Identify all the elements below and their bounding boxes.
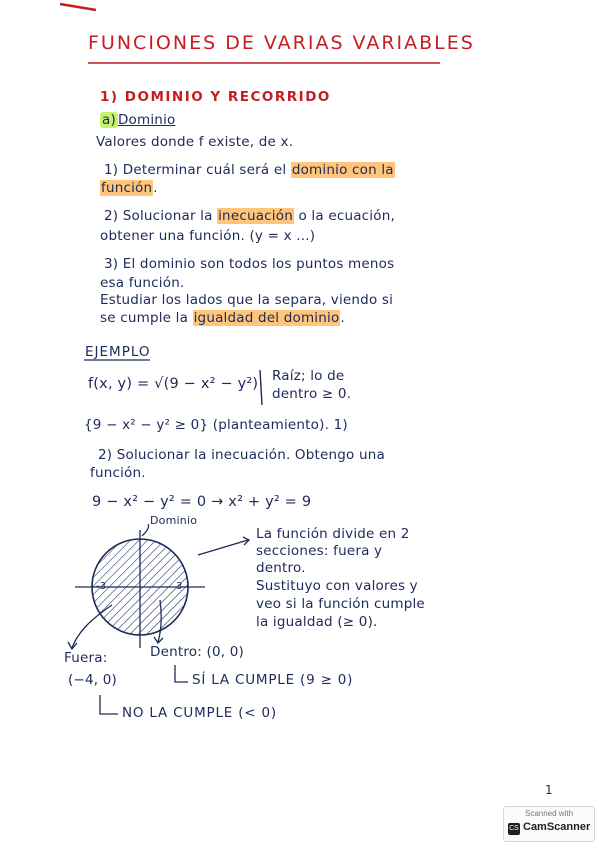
page-title: FUNCIONES DE VARIAS VARIABLES bbox=[88, 32, 475, 54]
intro-text: Valores donde f existe, de x. bbox=[96, 134, 294, 150]
example-step-2-line-1: 2) Solucionar la inecuación. Obtengo una bbox=[98, 447, 385, 463]
step-2-pre: 2) Solucionar la bbox=[104, 208, 218, 224]
step-2-highlight: inecuación bbox=[218, 208, 293, 224]
step-1-line-2 bbox=[100, 180, 158, 196]
camscanner-logo-icon: CS bbox=[508, 823, 520, 835]
no-cumple-text: NO LA CUMPLE (< 0) bbox=[122, 705, 277, 721]
subheading bbox=[100, 112, 175, 128]
step-1-line-1 bbox=[104, 162, 395, 178]
axis-label-left: -3 bbox=[96, 581, 107, 592]
step-3-line-1: 3) El dominio son todos los puntos menos bbox=[104, 256, 395, 272]
si-cumple-text: SÍ LA CUMPLE (9 ≥ 0) bbox=[192, 672, 354, 688]
example-inequality: {9 − x² − y² ≥ 0} (planteamiento). 1) bbox=[84, 417, 348, 433]
camscanner-name: CamScanner bbox=[523, 821, 591, 833]
example-equation: 9 − x² − y² = 0 → x² + y² = 9 bbox=[92, 494, 312, 510]
scanned-with-text: Scanned with bbox=[524, 809, 574, 818]
annotation-line-3: dentro. bbox=[256, 560, 306, 576]
subheading-label: Dominio bbox=[117, 112, 176, 128]
domain-label: Dominio bbox=[150, 514, 198, 527]
step-3-line-4-post: . bbox=[340, 310, 345, 326]
annotation-line-6: la igualdad (≥ 0). bbox=[256, 614, 378, 630]
annotation-line-5: veo si la función cumple bbox=[256, 596, 425, 612]
step-3-line-2: esa función. bbox=[100, 275, 185, 291]
annotation-line-4: Sustituyo con valores y bbox=[256, 578, 418, 594]
step-2-line-2: obtener una función. (y = x ...) bbox=[100, 228, 316, 244]
no-cumple-hook bbox=[100, 695, 118, 714]
axis-label-right: 3 bbox=[176, 581, 183, 592]
step-1-post: . bbox=[153, 180, 158, 196]
function-brace bbox=[260, 370, 262, 405]
annotation-line-2: secciones: fuera y bbox=[256, 543, 383, 559]
domain-pointer-arrow bbox=[142, 524, 149, 536]
step-3-highlight: igualdad del dominio bbox=[193, 310, 340, 326]
step-2-line-1 bbox=[104, 208, 395, 224]
step-3-line-4 bbox=[100, 310, 345, 326]
step-2-mid: o la ecuación, bbox=[293, 208, 395, 224]
example-function: f(x, y) = √(9 − x² − y²) bbox=[88, 376, 259, 392]
section-heading: 1) DOMINIO Y RECORRIDO bbox=[100, 89, 331, 105]
annotation-line-1: La función divide en 2 bbox=[256, 526, 410, 542]
fuera-label: Fuera: bbox=[64, 650, 108, 666]
step-1-highlight-2: función bbox=[101, 180, 153, 196]
annotation-arrow bbox=[198, 540, 248, 555]
step-3-line-3: Estudiar los lados que la separa, viendo si bbox=[100, 292, 394, 308]
step-1-pre: 1) Determinar cuál será el bbox=[104, 162, 291, 178]
example-note-line-2: dentro ≥ 0. bbox=[272, 386, 352, 402]
example-label: EJEMPLO bbox=[85, 344, 151, 360]
si-cumple-hook bbox=[175, 665, 188, 682]
camscanner-badge bbox=[503, 806, 595, 842]
step-3-line-4-pre: se cumple la bbox=[100, 310, 193, 326]
page-number: 1 bbox=[545, 783, 553, 797]
subheading-number: a) bbox=[102, 112, 116, 128]
top-corner-mark bbox=[60, 4, 96, 10]
example-note-line-1: Raíz; lo de bbox=[272, 368, 345, 384]
example-step-2-line-2: función. bbox=[90, 465, 146, 481]
step-1-highlight: dominio con la bbox=[291, 162, 394, 178]
dentro-label: Dentro: (0, 0) bbox=[150, 644, 244, 660]
fuera-point: (−4, 0) bbox=[68, 672, 118, 688]
